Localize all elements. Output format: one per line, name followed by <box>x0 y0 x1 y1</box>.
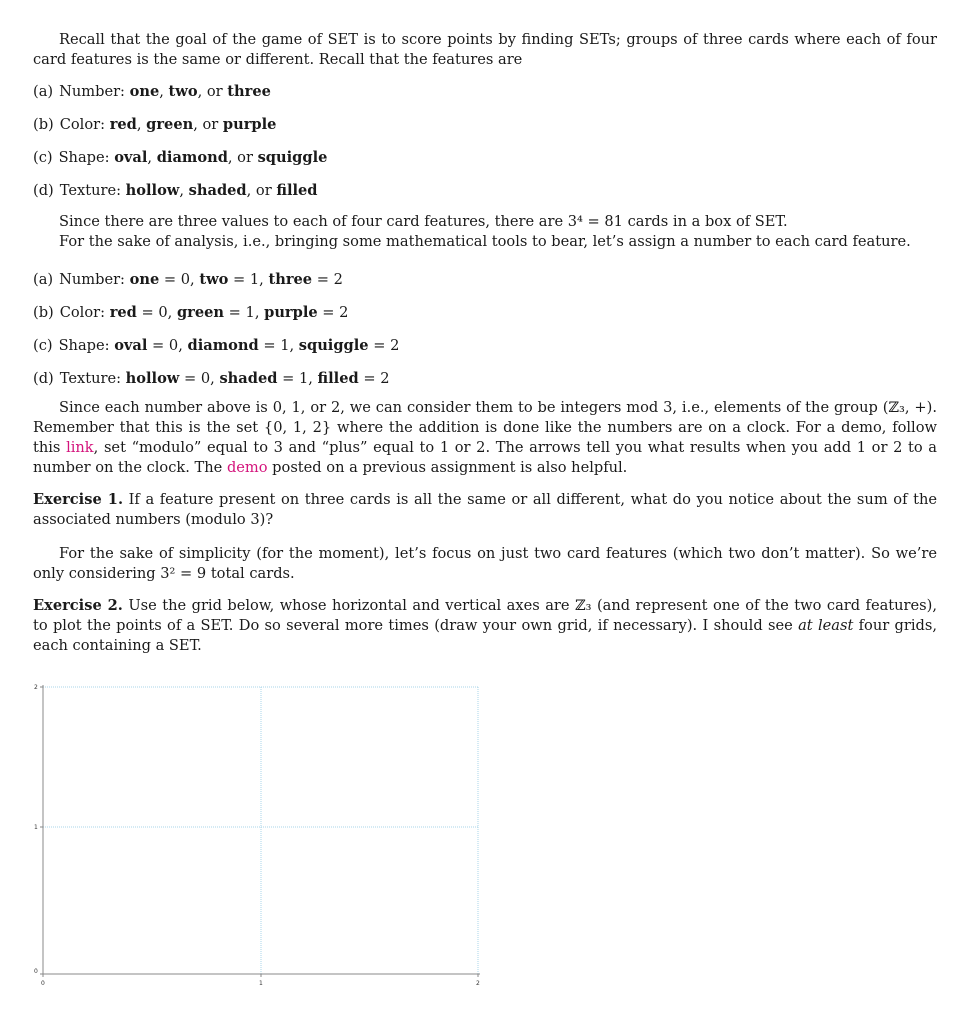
list-item: (c) Shape: oval = 0, diamond = 1, squiggle = 2 <box>33 337 400 354</box>
demo-link[interactable]: link <box>66 439 94 456</box>
list-item: (d) Texture: hollow, shaded, or filled <box>33 182 318 199</box>
grid-svg[interactable] <box>28 680 498 990</box>
y-tick-label: 0 <box>34 968 38 975</box>
modulo-paragraph: Since each number above is 0, 1, or 2, we can consider them to be integers mod 3, i.e., elements of the group (ℤ₃, +). Remember that this is the set {0, 1, 2} where the addition is done like the numbers are on a clock. For a demo, follow this link, set “modulo” equal to 3 and “plus” equal to 1 or 2. The arrows tell you what results when you add 1 or 2 to a number on the clock. The demo posted on a previous assignment is also helpful. <box>33 399 938 476</box>
list-item: (c) Shape: oval, diamond, or squiggle <box>33 149 328 166</box>
exercise-1: Exercise 1. If a feature present on three cards is all the same or all different, what do you notice about the sum of the associated numbers (modulo 3)? <box>33 491 937 528</box>
x-tick-label: 0 <box>41 980 45 987</box>
exercise-1-label: Exercise 1. <box>33 491 124 508</box>
list-item: (b) Color: red = 0, green = 1, purple = 2 <box>33 304 349 321</box>
analysis-line-1: Since there are three values to each of four card features, there are 3⁴ = 81 cards in a box of SET. <box>59 213 788 230</box>
exercise-2-label: Exercise 2. <box>33 597 123 614</box>
assignment-list <box>33 270 937 402</box>
previous-demo-link[interactable]: demo <box>226 459 268 476</box>
list-item: (b) Color: red, green, or purple <box>33 116 277 133</box>
simplicity-paragraph: For the sake of simplicity (for the moment), let’s focus on just two card features (which two don’t matter). So we’re only considering 3² = 9 total cards. <box>33 545 937 582</box>
list-item: (a) Number: one, two, or three <box>33 83 271 100</box>
z3-grid[interactable] <box>28 680 488 987</box>
y-tick-label: 1 <box>34 824 38 831</box>
y-tick-label: 2 <box>34 684 38 691</box>
exercise-2: Exercise 2. Use the grid below, whose horizontal and vertical axes are ℤ₃ (and represent one of the two card features), to plot the points of a SET. Do so several more times (draw your own grid, if necessary). I should see at least four grids, each containing a SET. <box>33 597 937 654</box>
list-item: (d) Texture: hollow = 0, shaded = 1, filled = 2 <box>33 370 390 387</box>
x-tick-label: 2 <box>476 980 480 987</box>
intro-paragraph: Recall that the goal of the game of SET is to score points by finding SETs; groups of three cards where each of four card features is the same or different. Recall that the features are <box>33 31 937 68</box>
feature-list <box>33 82 937 214</box>
list-item: (a) Number: one = 0, two = 1, three = 2 <box>33 271 343 288</box>
document-page <box>33 30 937 656</box>
x-tick-label: 1 <box>259 980 263 987</box>
analysis-line-2: For the sake of analysis, i.e., bringing some mathematical tools to bear, let’s assign a number to each card feature. <box>59 233 911 250</box>
